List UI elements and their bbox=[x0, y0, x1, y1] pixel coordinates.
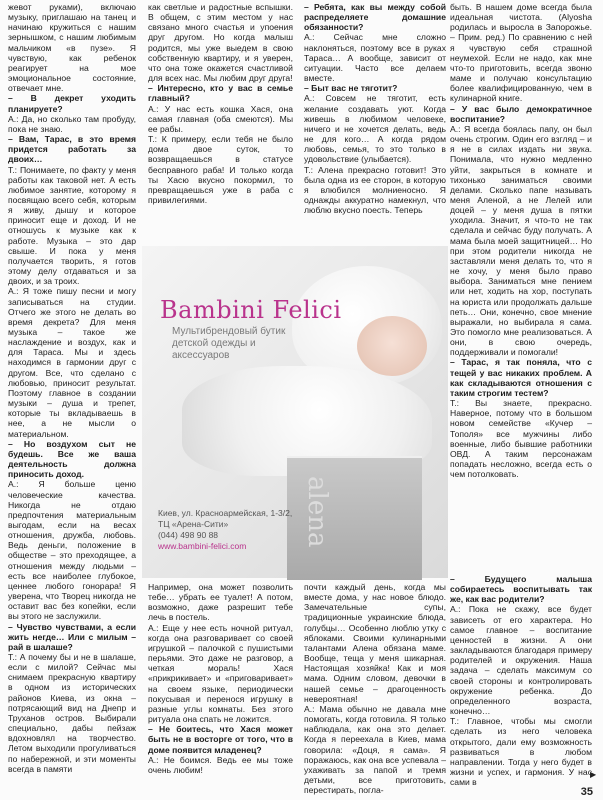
interview-answer: А.: Пока не скажу, все будет зависеть от его характера. Но самое главное – воспитание ценностей в жизни. А они закладываются благодаря примеру родителей и окружения. Наша задача – сделать максимум со своей стороны и контролировать окружение ребенка. До определенного возраста, конечно… bbox=[450, 604, 592, 717]
interview-answer: Например, она может позволить тебе… убрать ее туалет! А потом, возможно, даже разрешит тебе лечь в постель. bbox=[148, 582, 293, 623]
interview-question: – Не боитесь, что Хася может быть не в восторге от того, что в доме появится младенец? bbox=[148, 724, 293, 755]
interview-answer: А.: Сейчас мне сложно наклоняться, поэтому все в руках Тараса… А вообще, зависит от ситуации. Часто все делаем вместе. bbox=[304, 32, 446, 84]
interview-answer: Т.: К примеру, если тебя не было дома двое суток, то возвращаешься в статусе бесправного раба! И только когда ты Хасю вкусно покормил, то превращаешься уже в раба с привилегиями. bbox=[148, 134, 293, 205]
interview-question: – У вас было демократичное воспитание? bbox=[450, 103, 592, 124]
article-column-2-top bbox=[148, 2, 293, 238]
interview-answer: Т.: Алена прекрасно готовит! Это была одна из ее сторон, в которую я влюбился молниеносно. Я однажды аккуратно намекнул, что люблю вкусно поесть. Теперь bbox=[304, 164, 446, 216]
interview-answer: жевот руками), включаю музыку, приглашаю на танец и начинаю кружиться с нашим зернышком, с нашим любимым мальчиком «в пузе». Я чувствую, как ребенок реагирует на мое эмоциональное состояние, отвечает мне. bbox=[8, 2, 136, 94]
interview-question: – Тарас, я так поняла, что с тещей у вас никаких проблем. А как складываются отношения с таким строгим тестем? bbox=[450, 357, 592, 398]
interview-question: – Интересно, кто у вас в семье главный? bbox=[148, 83, 293, 104]
article-column-3-top bbox=[304, 2, 446, 247]
interview-question: – В декрет уходить планируете? bbox=[8, 93, 136, 114]
interview-question: – Чувство чувствами, а если жить негде… Или с милым – рай в шалаше? bbox=[8, 621, 136, 652]
ad-subtitle: Мультибрендовый бутик детской одежды и аксессуаров bbox=[172, 326, 286, 361]
article-column-4 bbox=[450, 2, 592, 570]
interview-question: – Будущего малыша собираетесь воспитывать так же, как вас родители? bbox=[450, 574, 592, 605]
ad-brand-logo: Bambini Felici bbox=[160, 296, 342, 324]
interview-answer: почти каждый день, когда мы вместе дома, у нас новое блюдо. Замечательные супы, традиционные украинские блюда, голубцы… Особенно люблю утку с яблоками. Своими кулинарными талантами Алена обязана маме. Вообще, теща у меня шикарная. Настоящая хозяйка! Как и моя мама. Одним словом, девочки в нашей семье – драгоценность невероятная! bbox=[304, 582, 446, 704]
interview-question: – Но воздухом сыт не будешь. Все же ваша деятельность должна приносить доход. bbox=[8, 438, 136, 480]
interview-question: – Вам, Тарас, в это время придется работать за двоих… bbox=[8, 134, 136, 165]
interview-answer: как светлые и радостные вспышки. В общем, с этим местом у нас связано много счастья и упоения друг другом. Но когда малыш родится, мы уже выедем в свою собственную квартиру, и я уверен, что она тоже окажется счастливой для всех нас. Мы любим друг друга! bbox=[148, 2, 293, 84]
interview-answer: А.: Я тоже пишу песни и могу записываться на студии. Отчего же этого не делать во время декрета? Для меня музыка – такое же наслаждение и воздух, как и для Тараса. Мы и здесь находимся в гармонии друг с другом. Все, что сделано с любовью, приносит результат. Поэтому главное в создании музыки – душа и трепет, которые ты вкладываешь в нее, а не мысли о материальном. bbox=[8, 286, 136, 439]
interview-answer: А.: Не боимся. Ведь ее мы тоже очень любим! bbox=[148, 754, 293, 775]
interview-answer: Т.: Вы знаете, прекрасно. Наверное, потому что в большом новом семействе «Кучер – Тополя» все мужчины либо военные, либо бывшие работники ОВД. А таким персонажам попадать несложно, всегда есть о чем потолковать. bbox=[450, 398, 592, 480]
interview-answer: А.: Еще у нее есть ночной ритуал, когда она разговаривает со своей игрушкой – палочкой с пушистыми перьями. Это даже не разговор, а четкая мораль! Хася «прикрикивает» и «приговаривает» на своем языке, периодически покусывая и перенося игрушку в разные углы комнаты. Без этого ритуала она спать не ложится. bbox=[148, 622, 293, 725]
interview-answer: Т.: Главное, чтобы мы смогли сделать из него человека открытого, дали ему возможность развиваться в любом направлении. Тогда у него будет в жизни и успех, и гармония. У нас сами в bbox=[450, 716, 592, 788]
interview-answer: Т.: Понимаете, по факту у меня работы как таковой нет. А есть любимое занятие, которому я посвящаю всего себя, которым я живу, дышу и которое приносит еще и доход. И не отношусь к музыке как к работе. Музыка – это дар свыше. И пока у меня получается творить, я готов этому делу отдаваться и за двоих, и за троих. bbox=[8, 164, 136, 287]
interview-question: – Ребята, как вы между собой распределяете домашние обязанности? bbox=[304, 2, 446, 33]
page-number: 35 bbox=[580, 786, 593, 798]
ad-contacts bbox=[158, 508, 292, 552]
article-column-3-bottom bbox=[304, 582, 446, 796]
child-face-image bbox=[357, 316, 427, 376]
interview-answer: А.: Да, но сколько там пробуду, пока не знаю. bbox=[8, 113, 136, 134]
interview-answer: быть. В нашем доме всегда была идеальная чистота. (Alyosha родилась и выросла в Запорожье. – Прим. ред.) По сравнению с ней я чувствую себя страшной неумехой. Если не надо, как мне что-то приготовить, всегда звоню маме и получаю консультацию более квалифицированную, чем в кулинарной книге. bbox=[450, 2, 592, 104]
ad-phone: (044) 498 90 88 bbox=[158, 530, 219, 540]
interview-answer: А.: Совсем не тяготит, есть желание создавать уют. Когда живешь в любимом человеке, ничего и не хочется делать, ведь не для кого… А когда рядом любовь, семья, то это только в удовольствие (улыбается). bbox=[304, 93, 446, 165]
interview-answer: А.: Мама обычно не давала мне помогать, когда готовила. Я только наблюдала, как она это делает. Когда я переехала в Киев, мама говорила: «Доця, я сама». Я поражаюсь, как она все успевала – ухаживать за папой и тремя детьми, все приготовить, перестирать, погла- bbox=[304, 703, 446, 796]
article-column-4-bottom bbox=[450, 574, 592, 788]
interview-answer: А.: Я больше ценю человеческие качества. Никогда не отдаю предпочтения материальным выгодам, если на весах отношения, дружба, любовь. Ведь деньги, положение в обществе – это преходящее, а отношения между людьми – есть все наиболее глубокое, ценнее любого гонорара! Я уверена, что Творец никогда не оставит вас без копейки, если вы этого не заслужили. bbox=[8, 479, 136, 622]
interview-answer: Т.: А почему бы и не в шалаше, если с милой? Сейчас мы снимаем прекрасную квартиру в одном из исторических районов Киева, из окна – потрясающий вид на Днепр и Труханов остров. Выбирали специально, дабы пейзаж вдохновлял на творчество. Летом выходили прогуливаться по набережной, и эти моменты всегда в памяти bbox=[8, 652, 136, 774]
article-column-2-bottom bbox=[148, 582, 293, 782]
ad-address-line-2: ТЦ «Арена-Сити» bbox=[158, 519, 229, 529]
interview-answer: А.: Я всегда боялась папу, он был очень строгим. Один его взгляд – и я не в силах издать ни звука. Понимала, что нужно медленно уйти, закрыться в комнате и тихонько заниматься своими делами. Сколько папе называть меня Аленой, а не Лелей или доцей – у меня душа в пятки уходила. Значит, я что-то не так сделала и сейчас буду получать. А мама была моей защитницей… Но при этом родители никогда не заставляли меня делать то, что я не хочу, у меня было право выбора. Заниматься мне пением или нет, ходить на хор, поступать на юриста или продолжать дальше петь… Они, конечно, свое мнение выражали, но выбирала я сама. Это помогло мне реализоваться. А они, в свою очередь, поддерживали и помогали! bbox=[450, 123, 592, 358]
box-lettering: alena bbox=[302, 476, 332, 548]
advertisement bbox=[142, 246, 448, 578]
interview-question: – Быт вас не тяготит? bbox=[304, 83, 398, 94]
ad-address-line-1: Киев, ул. Красноармейская, 1-3/2, bbox=[158, 508, 293, 518]
continue-arrow-icon: ▶ bbox=[590, 770, 597, 779]
ad-website-link[interactable]: www.bambini-felici.com bbox=[158, 541, 247, 551]
interview-answer: А.: У нас есть кошка Хася, она самая главная (оба смеются). Мы ее рабы. bbox=[148, 103, 293, 134]
article-column-1 bbox=[8, 2, 136, 782]
